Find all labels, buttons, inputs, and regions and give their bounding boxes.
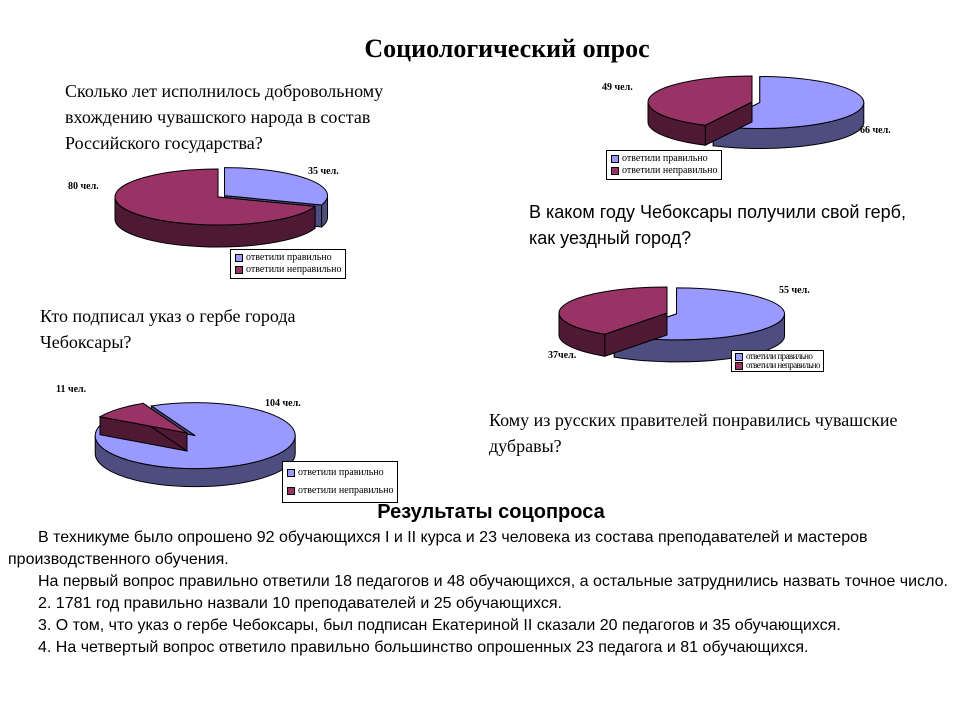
legend-label-incorrect: ответили неправильно [746,360,820,370]
results-paragraph: 3. О том, что указ о гербе Чебоксары, был подписан Екатериной II сказали 20 педагогов и 35 обучающихся. [38,617,841,634]
results-paragraph: В техникуме было опрошено 92 обучающихся I и II курса и 23 человека из состава преподавателей и мастеров производственного обучения. [8,529,868,568]
results-heading: Результаты соцопроса [377,501,605,523]
legend-item-correct [611,153,717,165]
legend-label-correct: ответили правильно [246,252,332,263]
legend-label-incorrect: ответили неправильно [246,264,342,275]
legend-q1 [230,249,346,279]
pie-1 [68,166,339,247]
legend-swatch-correct [735,353,743,361]
legend-label-correct: ответили правильно [298,467,384,478]
legend-label-incorrect: ответили неправильно [298,485,394,496]
legend-swatch-correct [287,469,295,477]
question-2: В каком году Чебоксары получили свой герб, как уездный город? [529,202,906,248]
pie-data-label: 104 чел. [265,398,301,409]
pie-data-label: 11 чел. [56,384,87,395]
results-text [8,527,952,659]
legend-item-incorrect [611,165,717,177]
page-title: Социологический опрос [364,34,650,63]
pie-data-label: 55 чел. [779,285,810,296]
legend-label-correct: ответили правильно [622,153,708,164]
legend-swatch-incorrect [611,167,619,175]
legend-q3 [282,461,398,503]
legend-swatch-correct [611,155,619,163]
legend-q4 [731,350,824,372]
results-paragraph: На первый вопрос правильно ответили 18 педагогов и 48 обучающихся, а остальные затруднились назвать точное число. [38,573,948,590]
legend-swatch-incorrect [735,362,743,370]
legend-swatch-incorrect [235,266,243,274]
legend-swatch-correct [235,254,243,262]
pie-data-label: 80 чел. [68,181,99,192]
legend-item-incorrect [235,264,341,276]
legend-swatch-incorrect [287,487,295,495]
pie-data-label: 35 чел. [308,166,339,177]
results-paragraph: 2. 1781 год правильно назвали 10 преподавателей и 25 обучающихся. [38,595,562,612]
pie-data-label: 66 чел. [860,125,891,136]
legend-label-incorrect: ответили неправильно [622,165,718,176]
legend-item-incorrect [735,361,820,370]
pie-data-label: 37чел. [548,350,577,361]
question-4: Кому из русских правителей понравились чувашские дубравы? [489,410,898,456]
legend-item-correct [287,464,393,482]
pie-data-label: 49 чел. [602,82,633,93]
legend-label-correct: ответили правильно [746,351,813,361]
legend-q2 [606,150,722,180]
legend-item-incorrect [287,482,393,500]
legend-item-correct [235,252,341,264]
pie-2 [602,76,891,149]
pie-3 [56,384,301,487]
results-paragraph: 4. На четвертый вопрос ответило правильно большинство опрошенных 23 педагога и 81 обучающихся. [38,639,809,656]
question-3: Кто подписал указ о гербе города Чебоксары? [40,306,296,352]
question-1: Сколько лет исполнилось добровольному вхождению чувашского народа в состав Российского государства? [65,81,384,153]
